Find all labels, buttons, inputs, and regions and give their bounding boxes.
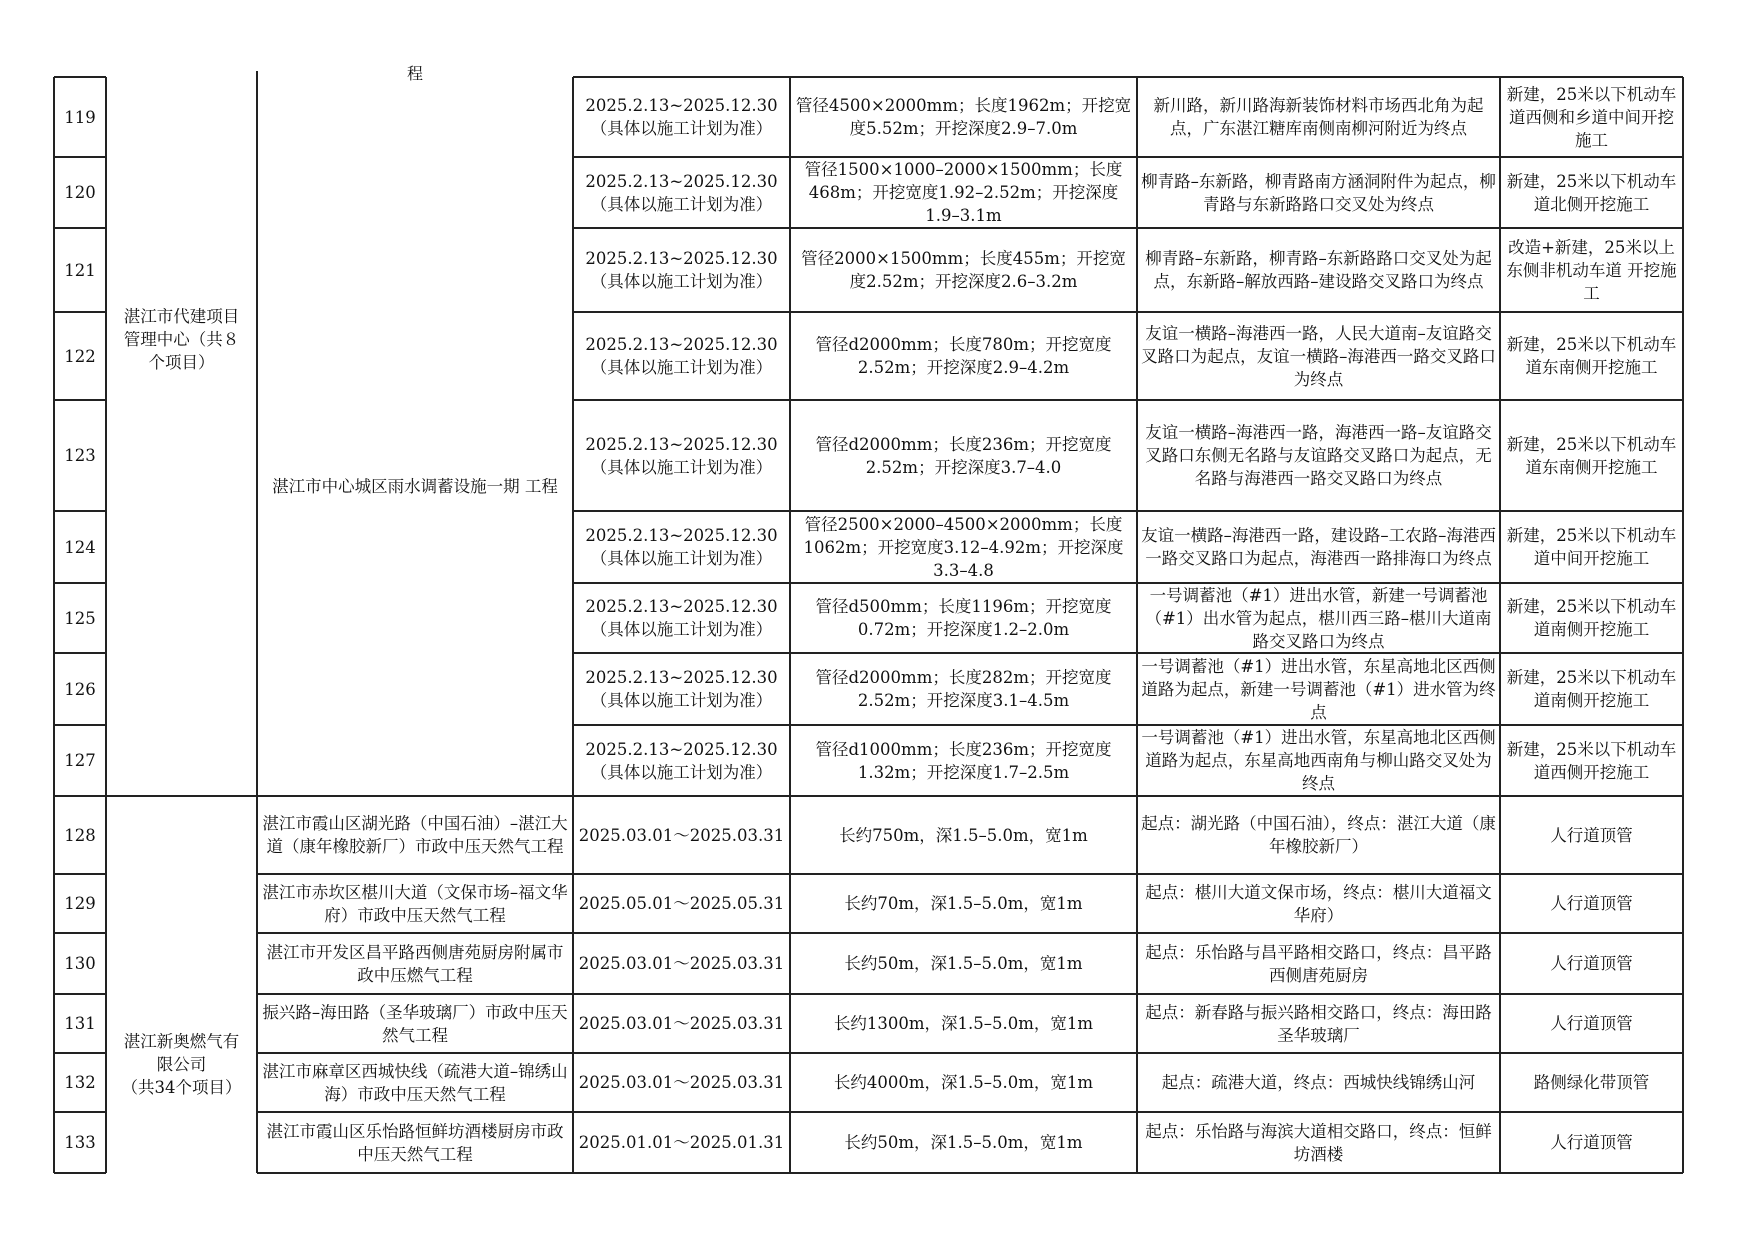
construction-method: [1500, 511, 1683, 583]
construction-period-text: 2025.05.01～2025.05.31: [578, 894, 785, 913]
construction-method-text: 新建，25米以下机动车道南侧开挖施工: [1506, 597, 1677, 639]
row-number: [54, 994, 106, 1053]
construction-scale-text: 长约50m，深1.5–5.0m，宽1m: [844, 1133, 1083, 1152]
table-border: [1499, 77, 1501, 1173]
table-border: [54, 932, 106, 934]
construction-period-text: 2025.03.01～2025.03.31: [578, 825, 785, 845]
project-name: [257, 874, 573, 933]
construction-method: [1500, 1053, 1683, 1112]
construction-method-text: 新建，25米以下机动车道西侧开挖施工: [1506, 739, 1677, 782]
table-border: [573, 76, 1683, 78]
construction-method-text: 人行道顶管: [1550, 1014, 1633, 1033]
table-border: [573, 156, 1683, 158]
table-border: [54, 1052, 106, 1054]
construction-method-text: 人行道顶管: [1550, 1133, 1633, 1152]
row-number-text: 123: [64, 446, 96, 465]
construction-scale: [790, 400, 1137, 511]
construction-scale-text: 长约750m，深1.5–5.0m，宽1m: [839, 825, 1088, 845]
row-number-text: 126: [64, 679, 96, 699]
construction-method-text: 新建，25米以下机动车道西侧和乡道中间开挖施工: [1506, 84, 1677, 150]
construction-method-text: 新建，25米以下机动车道东南侧开挖施工: [1506, 434, 1677, 477]
row-number-text: 130: [64, 954, 96, 973]
organization-line: （共34个项目）: [121, 1078, 242, 1097]
construction-period-text: 2025.03.01～2025.03.31: [578, 954, 785, 973]
table-border: [257, 932, 1683, 934]
table-border: [105, 77, 107, 1173]
construction-location-text: 柳青路–东新路，柳青路南方涵洞附件为起点，柳青路与东新路路口交叉处为终点: [1141, 171, 1496, 214]
row-number-text: 127: [64, 751, 96, 770]
construction-location-text: 新川路，新川路海新装饰材料市场西北角为起点，广东湛江糖库南侧南柳河附近为终点: [1153, 96, 1484, 138]
construction-scale: [790, 933, 1137, 994]
construction-period: [573, 933, 790, 994]
construction-method-text: 新建，25米以下机动车道南侧开挖施工: [1506, 668, 1677, 710]
construction-scale-text: 管径2000×1500mm；长度455m；开挖宽度2.52m；开挖深度2.6–3.2m: [801, 249, 1126, 291]
row-number: [54, 583, 106, 653]
row-number: [54, 874, 106, 933]
construction-period: [573, 400, 790, 511]
table-border: [789, 77, 791, 1173]
construction-period: [573, 874, 790, 933]
construction-method-text: 改造+新建，25米以上东侧非机动车道 开挖施工: [1506, 237, 1677, 303]
construction-scale: [790, 994, 1137, 1053]
construction-location: [1137, 725, 1500, 796]
row-number-text: 121: [64, 260, 96, 280]
construction-method: [1500, 874, 1683, 933]
construction-period: [573, 312, 790, 400]
project-name: [257, 796, 573, 874]
row-number-text: 124: [64, 537, 96, 557]
organization-line: 管理中心（共８: [123, 329, 240, 349]
organization-cell: [106, 77, 257, 601]
construction-method: [1500, 583, 1683, 653]
construction-scale: [790, 874, 1137, 933]
construction-location-text: 一号调蓄池（#1）进出水管，东星高地北区西侧道路为起点，新建一号调蓄池（#1）进水管为终点: [1141, 656, 1496, 722]
construction-period-text: 2025.2.13~2025.12.30（具体以施工计划为准）: [585, 249, 778, 291]
table-border: [257, 873, 1683, 875]
construction-period: [573, 1112, 790, 1173]
construction-location: [1137, 994, 1500, 1053]
construction-location-text: 友谊一横路–海港西一路，建设路–工农路–海港西一路交叉路口为起点，海港西一路排海口为终点: [1141, 526, 1496, 568]
construction-scale-text: 长约50m，深1.5–5.0m，宽1m: [844, 954, 1083, 973]
table-border: [54, 227, 106, 229]
construction-scale: [790, 312, 1137, 400]
construction-method: [1500, 725, 1683, 796]
clipped-project-text: [257, 64, 573, 83]
construction-scale-text: 管径d1000mm；长度236m；开挖宽度1.32m；开挖深度1.7–2.5m: [815, 739, 1112, 782]
table-border: [257, 1172, 1683, 1174]
construction-location: [1137, 874, 1500, 933]
construction-method: [1500, 653, 1683, 725]
construction-location-text: 起点：乐怡路与昌平路相交路口，终点：昌平路西侧唐苑厨房: [1145, 942, 1492, 985]
construction-location: [1137, 653, 1500, 725]
construction-period-text: 2025.2.13~2025.12.30（具体以施工计划为准）: [585, 526, 778, 568]
construction-scale: [790, 228, 1137, 312]
construction-period: [573, 77, 790, 157]
construction-location: [1137, 400, 1500, 511]
construction-location: [1137, 228, 1500, 312]
construction-period: [573, 228, 790, 312]
table-border: [257, 1052, 1683, 1054]
table-border: [257, 1111, 1683, 1113]
table-border: [573, 724, 1683, 726]
construction-location-text: 一号调蓄池（#1）进出水管，新建一号调蓄池（#1）出水管为起点，椹川西三路–椹川大道南路交叉路口为终点: [1145, 585, 1492, 651]
construction-location-text: 起点：湖光路（中国石油），终点：湛江大道（康年橡胶新厂）: [1141, 814, 1496, 856]
table-border: [573, 311, 1683, 313]
construction-scale-text: 管径2500×2000–4500×2000mm；长度1062m；开挖宽度3.12–4.92m；开挖深度3.3–4.8: [803, 514, 1124, 580]
construction-location-text: 友谊一横路–海港西一路，海港西一路–友谊路交叉路口东侧无名路与友谊路交叉路口为起点，无名路与海港西一路交叉路口为终点: [1145, 423, 1492, 488]
construction-period: [573, 653, 790, 725]
construction-period: [573, 725, 790, 796]
table-border: [573, 510, 1683, 512]
row-number-text: 122: [64, 346, 96, 366]
table-border: [54, 399, 106, 401]
construction-location-text: 起点：新春路与振兴路相交路口，终点：海田路圣华玻璃厂: [1145, 1002, 1492, 1045]
construction-period-text: 2025.2.13~2025.12.30（具体以施工计划为准）: [585, 171, 778, 214]
organization-line: 限公司: [156, 1055, 207, 1074]
table-border: [573, 652, 1683, 654]
construction-location: [1137, 77, 1500, 157]
construction-method-text: 人行道顶管: [1550, 825, 1633, 845]
construction-period-text: 2025.2.13~2025.12.30（具体以施工计划为准）: [585, 739, 778, 782]
construction-period: [573, 583, 790, 653]
construction-scale: [790, 1112, 1137, 1173]
table-border: [106, 795, 1683, 797]
construction-period-text: 2025.03.01～2025.03.31: [578, 1014, 785, 1033]
row-number-text: 120: [64, 183, 96, 202]
row-number: [54, 1112, 106, 1173]
construction-method-text: 新建，25米以下机动车道中间开挖施工: [1506, 526, 1677, 568]
construction-period-text: 2025.2.13~2025.12.30（具体以施工计划为准）: [585, 597, 778, 639]
table-border: [256, 71, 258, 1173]
table-border: [572, 77, 574, 1173]
construction-method: [1500, 312, 1683, 400]
construction-scale: [790, 511, 1137, 583]
table-border: [54, 993, 106, 995]
construction-scale: [790, 1053, 1137, 1112]
construction-method: [1500, 400, 1683, 511]
construction-period: [573, 994, 790, 1053]
organization-cell: [106, 896, 257, 1233]
table-border: [54, 873, 106, 875]
construction-period: [573, 1053, 790, 1112]
row-number: [54, 228, 106, 312]
construction-period-text: 2025.2.13~2025.12.30（具体以施工计划为准）: [585, 335, 778, 377]
construction-period: [573, 157, 790, 228]
construction-method-text: 新建，25米以下机动车道东南侧开挖施工: [1506, 335, 1677, 377]
row-number-text: 132: [64, 1073, 96, 1092]
construction-period-text: 2025.2.13~2025.12.30（具体以施工计划为准）: [585, 668, 778, 710]
table-border: [54, 652, 106, 654]
construction-period-text: 2025.2.13~2025.12.30（具体以施工计划为准）: [585, 434, 778, 477]
row-number-text: 125: [64, 608, 96, 628]
project-name-text: 湛江市麻章区西城快线（疏港大道–锦绣山海）市政中压天然气工程: [262, 1061, 568, 1104]
construction-method-text: 人行道顶管: [1550, 894, 1633, 913]
organization-line: 湛江市代建项目: [123, 306, 240, 326]
construction-location-text: 起点：疏港大道，终点：西城快线锦绣山河: [1161, 1073, 1476, 1092]
construction-location: [1137, 933, 1500, 994]
row-number: [54, 312, 106, 400]
organization-line: 个项目）: [148, 352, 215, 372]
project-name: [257, 1053, 573, 1112]
construction-location: [1137, 1053, 1500, 1112]
row-number: [54, 796, 106, 874]
construction-scale: [790, 796, 1137, 874]
construction-period-text: 2025.03.01～2025.03.31: [578, 1073, 785, 1092]
project-name-text: 湛江市中心城区雨水调蓄设施一期 工程: [272, 477, 558, 496]
table-border: [54, 510, 106, 512]
project-name: [257, 177, 573, 796]
table-border: [573, 399, 1683, 401]
table-border: [573, 582, 1683, 584]
construction-location-text: 柳青路–东新路，柳青路–东新路路口交叉处为起点，东新路–解放西路–建设路交叉路口为终点: [1145, 249, 1492, 291]
construction-scale: [790, 725, 1137, 796]
table-border: [54, 311, 106, 313]
construction-method: [1500, 157, 1683, 228]
construction-location: [1137, 312, 1500, 400]
construction-location-text: 起点：椹川大道文保市场，终点：椹川大道福文华府）: [1145, 882, 1492, 925]
project-name: [257, 933, 573, 994]
construction-scale-text: 管径d2000mm；长度236m；开挖宽度2.52m；开挖深度3.7–4.0: [815, 434, 1112, 477]
construction-method-text: 新建，25米以下机动车道北侧开挖施工: [1506, 171, 1677, 214]
project-name-text: 湛江市赤坎区椹川大道（文保市场–福文华府）市政中压天然气工程: [262, 882, 568, 925]
construction-method: [1500, 796, 1683, 874]
row-number: [54, 1053, 106, 1112]
table-border: [53, 77, 55, 1173]
construction-location: [1137, 583, 1500, 653]
row-number: [54, 933, 106, 994]
construction-location-text: 友谊一横路–海港西一路，人民大道南–友谊路交叉路口为起点，友谊一横路–海港西一路交叉路口为终点: [1141, 323, 1496, 389]
construction-period: [573, 511, 790, 583]
construction-location-text: 起点：乐怡路与海滨大道相交路口，终点：恒鲜坊酒楼: [1145, 1121, 1492, 1164]
construction-period-text: 2025.01.01～2025.01.31: [578, 1133, 785, 1152]
organization-line: 湛江新奥燃气有: [123, 1032, 240, 1051]
project-name-text: 振兴路–海田路（圣华玻璃厂）市政中压天然气工程: [262, 1002, 568, 1045]
construction-location: [1137, 796, 1500, 874]
row-number: [54, 725, 106, 796]
construction-scale: [790, 157, 1137, 228]
construction-period-text: 2025.2.13~2025.12.30（具体以施工计划为准）: [585, 96, 778, 138]
project-name-text: 湛江市霞山区湖光路（中国石油）–湛江大道（康年橡胶新厂）市政中压天然气工程: [262, 814, 568, 856]
row-number-text: 129: [64, 894, 96, 913]
construction-scale-text: 管径d2000mm；长度780m；开挖宽度2.52m；开挖深度2.9–4.2m: [815, 335, 1112, 377]
construction-location: [1137, 157, 1500, 228]
construction-scale-text: 管径d500mm；长度1196m；开挖宽度0.72m；开挖深度1.2–2.0m: [815, 597, 1112, 639]
table-border: [257, 993, 1683, 995]
row-number: [54, 511, 106, 583]
construction-scale: [790, 653, 1137, 725]
table-border: [573, 227, 1683, 229]
row-number-text: 119: [64, 107, 96, 127]
table-border: [54, 1111, 106, 1113]
table-border: [54, 1172, 106, 1174]
construction-method: [1500, 1112, 1683, 1173]
project-name: [257, 994, 573, 1053]
construction-method-text: 路侧绿化带顶管: [1533, 1073, 1650, 1092]
construction-location-text: 一号调蓄池（#1）进出水管，东星高地北区西侧道路为起点，东星高地西南角与柳山路交叉处为终点: [1141, 728, 1496, 793]
construction-method: [1500, 933, 1683, 994]
project-name-text: 湛江市开发区昌平路西侧唐苑厨房附属市政中压燃气工程: [266, 942, 564, 985]
construction-scale-text: 长约1300m，深1.5–5.0m，宽1m: [833, 1014, 1094, 1033]
construction-method-text: 人行道顶管: [1550, 954, 1633, 973]
row-number: [54, 400, 106, 511]
construction-scale: [790, 583, 1137, 653]
construction-scale-text: 管径4500×2000mm；长度1962m；开挖宽度5.52m；开挖深度2.9–7.0m: [795, 96, 1132, 138]
construction-scale-text: 管径1500×1000–2000×1500mm；长度468m；开挖宽度1.92–2.52m；开挖深度1.9–3.1m: [804, 160, 1123, 225]
row-number: [54, 157, 106, 228]
table-border: [54, 724, 106, 726]
project-name-text: 湛江市霞山区乐怡路恒鲜坊酒楼厨房市政中压天然气工程: [266, 1121, 564, 1164]
row-number: [54, 653, 106, 725]
table-border: [54, 582, 106, 584]
table-border: [54, 795, 106, 797]
row-number-text: 128: [64, 825, 96, 845]
table-border: [1682, 77, 1684, 1173]
construction-method: [1500, 77, 1683, 157]
clipped-project-text-span: 程: [406, 64, 423, 83]
project-name: [257, 1112, 573, 1173]
construction-location: [1137, 511, 1500, 583]
row-number: [54, 77, 106, 157]
construction-period: [573, 796, 790, 874]
table-border: [54, 76, 106, 78]
construction-scale: [790, 77, 1137, 157]
table-border: [1136, 77, 1138, 1173]
construction-method: [1500, 228, 1683, 312]
table-border: [54, 156, 106, 158]
construction-method: [1500, 994, 1683, 1053]
construction-location: [1137, 1112, 1500, 1173]
construction-scale-text: 长约70m，深1.5–5.0m，宽1m: [844, 894, 1083, 913]
row-number-text: 131: [64, 1014, 96, 1033]
construction-scale-text: 管径d2000mm；长度282m；开挖宽度2.52m；开挖深度3.1–4.5m: [815, 668, 1112, 710]
row-number-text: 133: [64, 1133, 96, 1152]
construction-scale-text: 长约4000m，深1.5–5.0m，宽1m: [833, 1073, 1094, 1092]
